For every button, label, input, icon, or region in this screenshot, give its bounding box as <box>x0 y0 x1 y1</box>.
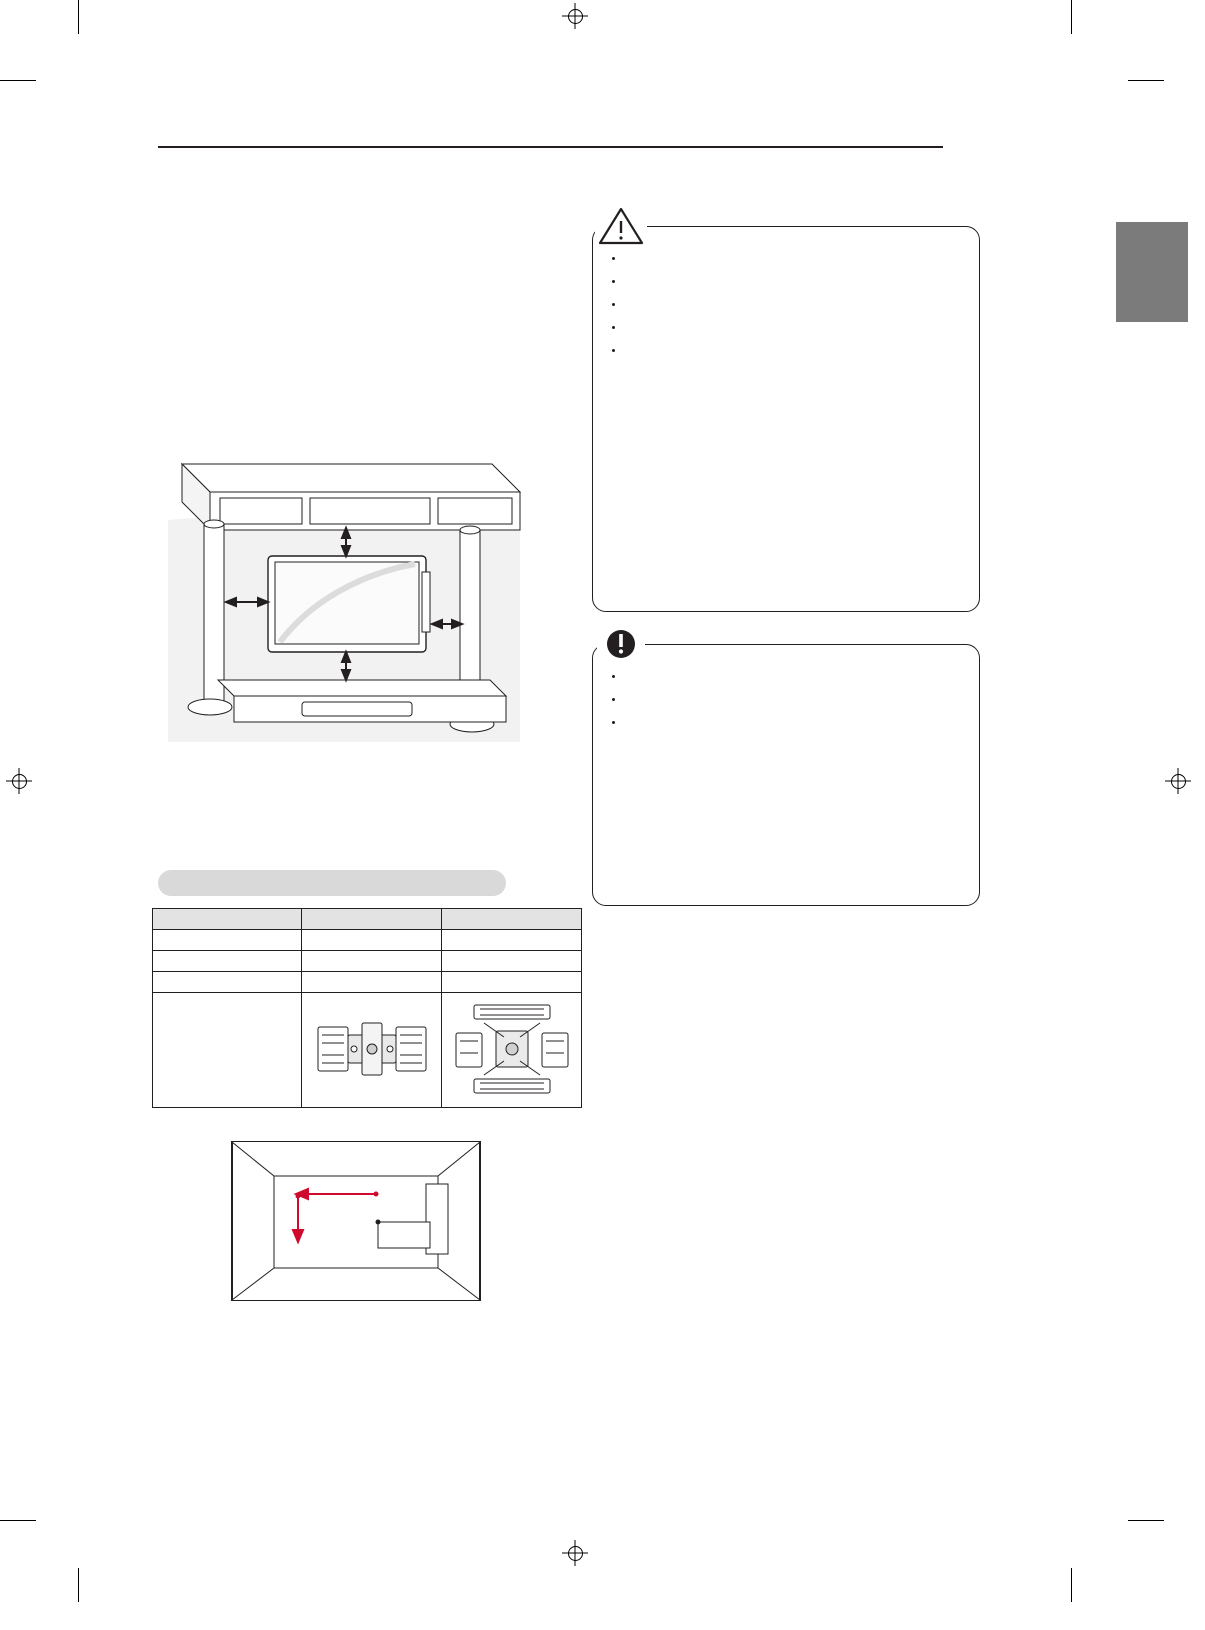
wall-mount-bracket-folded-image <box>442 993 582 1108</box>
table-header-row <box>153 909 582 930</box>
table-cell <box>153 951 302 972</box>
registration-circle <box>568 1546 583 1561</box>
registration-circle <box>1171 774 1186 789</box>
table-cell <box>153 972 302 993</box>
registration-target-top <box>562 3 588 29</box>
note-item <box>625 297 963 313</box>
note-item <box>625 320 963 336</box>
table-header-cell-3 <box>442 909 582 930</box>
table-image-row <box>153 993 582 1108</box>
table-cell <box>442 951 582 972</box>
warning-triangle-icon <box>595 203 647 247</box>
table-cell <box>442 930 582 951</box>
caution-note-box <box>592 226 980 612</box>
registration-circle <box>12 774 27 789</box>
registration-target-left <box>6 768 32 794</box>
table-cell <box>302 951 442 972</box>
table-cell <box>302 972 442 993</box>
note-item <box>625 251 963 267</box>
crop-mark-left-top-horizontal <box>0 80 36 81</box>
crop-mark-top-left-vertical <box>78 0 79 34</box>
section-tab <box>1116 222 1188 322</box>
note-item <box>625 715 963 731</box>
crop-mark-right-bottom-horizontal <box>1128 1520 1164 1521</box>
header-rule <box>158 146 943 148</box>
table-cell <box>153 930 302 951</box>
tv-rear-panel-mount-points-diagram <box>230 1140 482 1302</box>
table-row <box>153 972 582 993</box>
table-cell <box>302 930 442 951</box>
note-item <box>625 669 963 685</box>
note-box <box>592 644 980 906</box>
wall-mount-bracket-front-image <box>302 993 442 1108</box>
table-row <box>153 951 582 972</box>
table-cell <box>442 972 582 993</box>
table-title-bar <box>158 870 506 896</box>
crop-mark-right-top-horizontal <box>1128 80 1164 81</box>
note-item <box>625 692 963 708</box>
crop-mark-bottom-right-vertical <box>1071 1568 1072 1602</box>
crop-mark-left-bottom-horizontal <box>0 1520 36 1521</box>
wall-mount-spec-table <box>152 908 582 1108</box>
note-item <box>625 343 963 359</box>
note-body <box>611 669 963 738</box>
table-cell-label <box>153 993 302 1108</box>
registration-circle <box>568 9 583 24</box>
tv-wall-clearance-diagram <box>160 452 538 770</box>
crop-mark-top-right-vertical <box>1071 0 1072 34</box>
exclamation-circle-icon <box>597 623 645 665</box>
crop-mark-bottom-left-vertical <box>78 1568 79 1602</box>
table-header-cell-2 <box>302 909 442 930</box>
registration-target-bottom <box>562 1540 588 1566</box>
table-header-cell-1 <box>153 909 302 930</box>
caution-note-body <box>611 251 963 366</box>
table-row <box>153 930 582 951</box>
note-item <box>625 274 963 290</box>
registration-target-right <box>1165 768 1191 794</box>
